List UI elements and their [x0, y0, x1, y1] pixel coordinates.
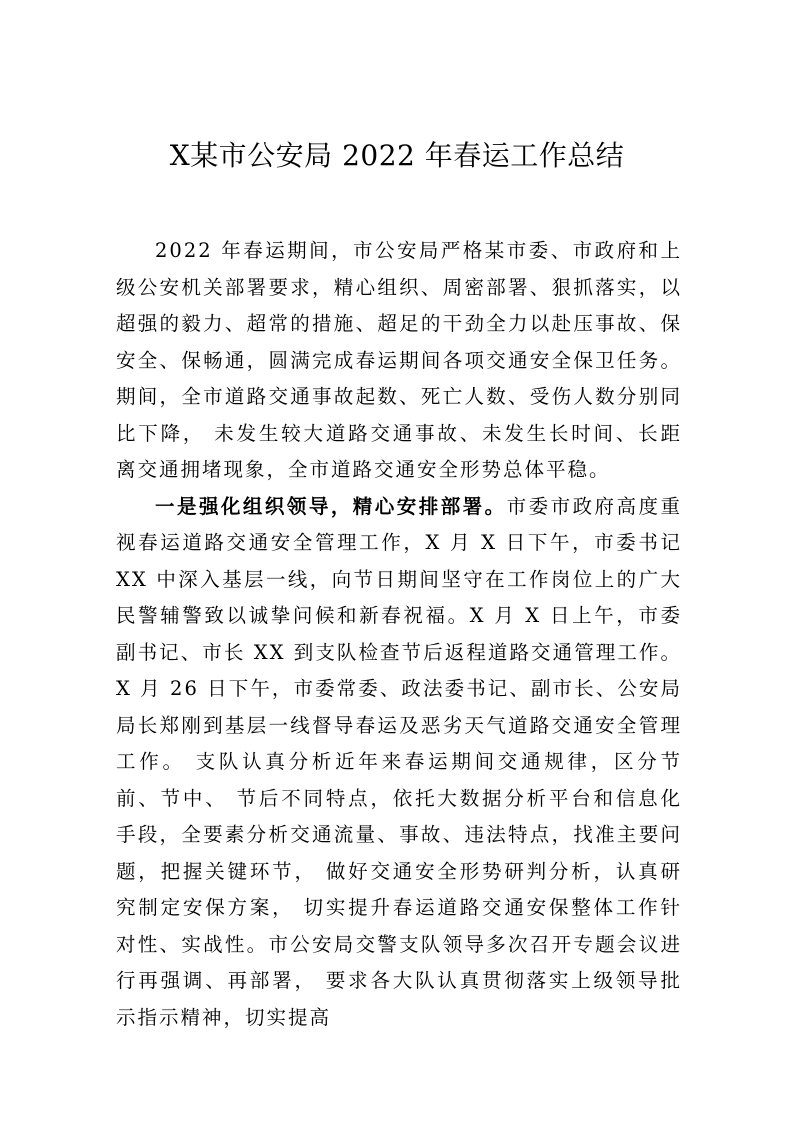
paragraph-organization	[116, 489, 682, 1037]
paragraph-summary-text: 2022 年春运期间，市公安局严格某市委、市政府和上级公安机关部署要求，精心组织、周密部署、狠抓落实，以超强的毅力、超常的措施、超足的干劲全力以赴压事故、保安全、保畅通，圆满完成春运期间各项交通安全保卫任务。 期间，全市道路交通事故起数、死亡人数、受伤人数分别同比下降， 未发生较大道路交通事故、未发生长时间、长距离交通拥堵现象，全市道路交通安全形势总体平稳。	[116, 239, 682, 481]
paragraph-organization-lead: 一是强化组织领导，精心安排部署。	[155, 494, 507, 518]
paragraph-summary	[116, 233, 682, 489]
document-title: X某市公安局 2022 年春运工作总结	[169, 139, 625, 172]
paragraph-organization-text: 市委市政府高度重视春运道路交通安全管理工作，X 月 X 日下午，市委书记 XX 中深入基层一线，向节日期间坚守在工作岗位上的广大民警辅警致以诚挚问候和新春祝福。X 月 X 日上午，市委副书记、市长 XX 到支队检查节后返程道路交通管理工作。X 月 26 日下午，市委常委、政法委书记、副市长、公安局局长郑刚到基层一线督导春运及恶劣天气道路交通安全管理工作。 支队认真分析近年来春运期间交通规律，区分节前、节中、 节后不同特点，依托大数据分析平台和信息化手段，全要素分析交通流量、事故、违法特点，找准主要问题，把握关键环节， 做好交通安全形势研判分析，认真研究制定安保方案， 切实提升春运道路交通安保整体工作针对性、实战性。市公安局交警支队领导多次召开专题会议进行再强调、再部署， 要求各大队认真贯彻落实上级领导批示指示精神，切实提高	[116, 494, 682, 1029]
document-body	[116, 233, 682, 1036]
